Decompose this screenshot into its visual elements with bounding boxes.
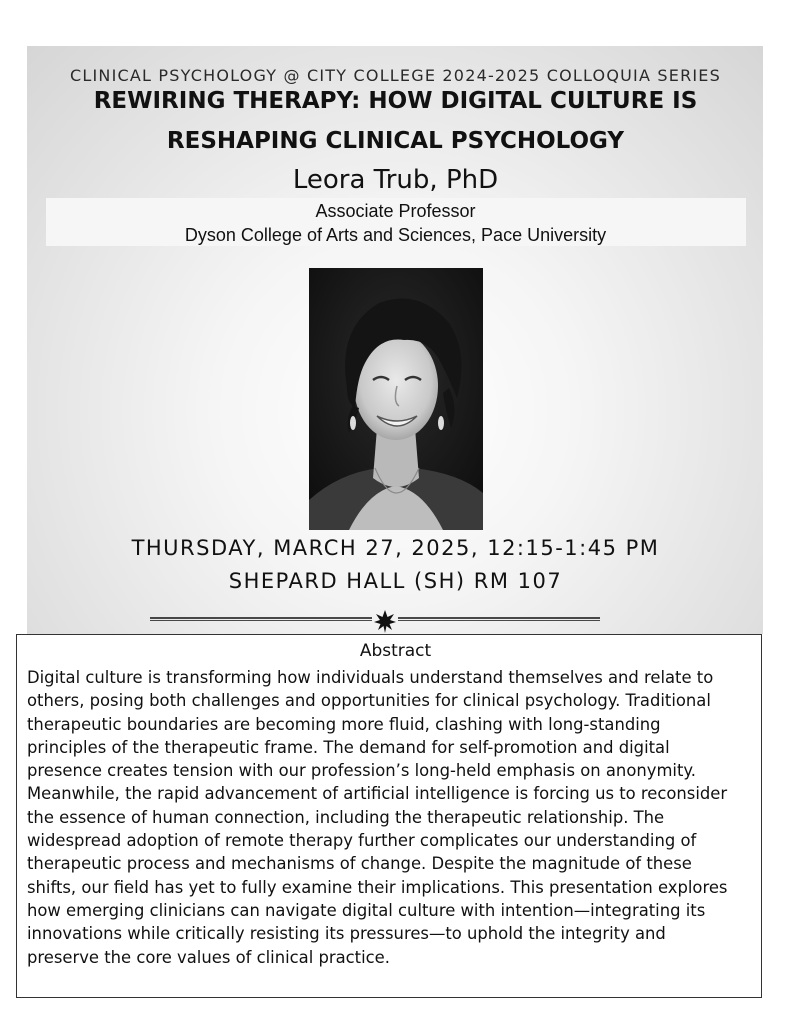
event-location: SHEPARD HALL (SH) RM 107: [228, 569, 563, 593]
series-heading: CLINICAL PSYCHOLOGY @ CITY COLLEGE 2024-2025 COLLOQUIA SERIES: [70, 66, 721, 85]
abstract-line: widespread adoption of remote therapy further complicates our understanding of: [27, 831, 697, 851]
ornamental-divider: [150, 608, 602, 634]
abstract-line: shifts, our field has yet to fully examine their implications. This presentation explores: [27, 877, 728, 897]
abstract-line: preserve the core values of clinical practice.: [27, 947, 390, 967]
speaker-position: Associate Professor: [315, 201, 476, 221]
abstract-body: [27, 666, 755, 969]
starburst-icon: [374, 610, 396, 633]
talk-title-line-1: REWIRING THERAPY: HOW DIGITAL CULTURE IS: [93, 88, 698, 114]
abstract-line: others, posing both challenges and opportunities for clinical psychology. Traditional: [27, 691, 711, 711]
abstract-line: principles of the therapeutic frame. The demand for self-promotion and digital: [27, 737, 670, 757]
abstract-line: the essence of human connection, including the therapeutic relationship. The: [27, 807, 665, 827]
speaker-institution: Dyson College of Arts and Sciences, Pace University: [184, 225, 607, 245]
event-datetime: THURSDAY, MARCH 27, 2025, 12:15-1:45 PM: [131, 536, 660, 560]
abstract-line: how emerging clinicians can navigate digital culture with intention—integrating its: [27, 900, 706, 920]
abstract-line: Meanwhile, the rapid advancement of artificial intelligence is forcing us to reconsider: [27, 784, 728, 804]
abstract-line: presence creates tension with our profession’s long-held emphasis on anonymity.: [27, 761, 696, 781]
speaker-photo: [309, 268, 483, 530]
abstract-heading: Abstract: [359, 641, 432, 661]
talk-title-line-2: RESHAPING CLINICAL PSYCHOLOGY: [166, 128, 625, 154]
abstract-line: therapeutic process and mechanisms of change. Despite the magnitude of these: [27, 854, 692, 874]
abstract-line: therapeutic boundaries are becoming more fluid, clashing with long-standing: [27, 714, 661, 734]
speaker-name: Leora Trub, PhD: [292, 165, 499, 195]
abstract-line: innovations while critically resisting its pressures—to uphold the integrity and: [27, 924, 666, 944]
abstract-line: Digital culture is transforming how individuals understand themselves and relate to: [27, 668, 714, 687]
